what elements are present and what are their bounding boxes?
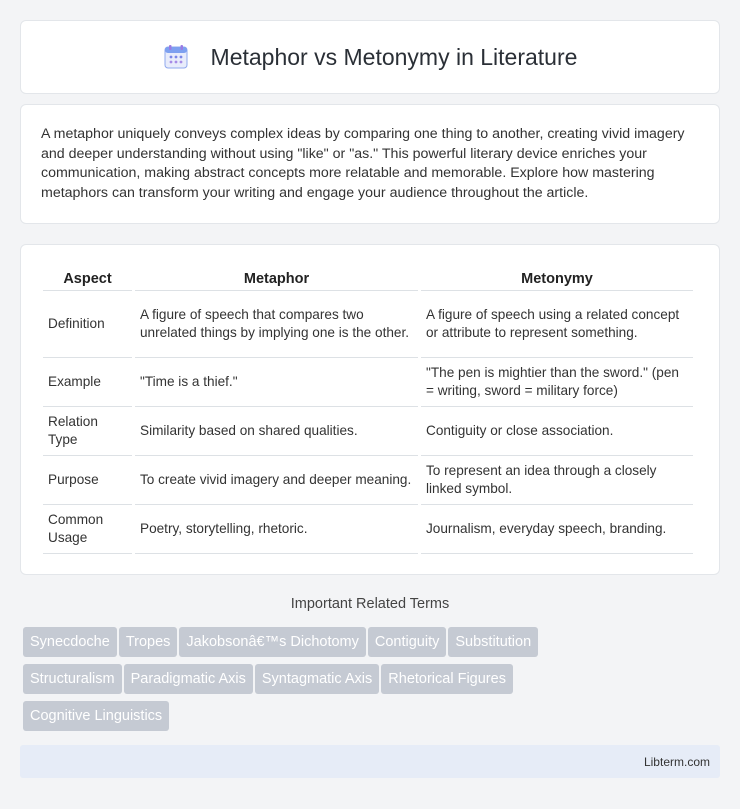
table-cell-metonymy: To represent an idea through a closely linked symbol. xyxy=(421,456,693,505)
related-term-tag[interactable]: Synecdoche xyxy=(23,627,117,657)
table-cell-metonymy: Contiguity or close association. xyxy=(421,407,693,456)
related-terms-heading: Important Related Terms xyxy=(290,596,450,612)
table-cell-metaphor: A figure of speech that compares two unrelated things by implying one is the other. xyxy=(135,291,418,358)
table-cell-metonymy: Journalism, everyday speech, branding. xyxy=(421,505,693,554)
footer xyxy=(20,745,720,778)
table-cell-aspect: Common Usage xyxy=(43,505,132,554)
table-row xyxy=(43,456,693,505)
table-row xyxy=(43,358,693,407)
related-term-tag[interactable]: Jakobsonâ€™s Dichotomy xyxy=(179,627,365,657)
related-term-tag[interactable]: Rhetorical Figures xyxy=(381,664,513,694)
table-cell-metaphor: Poetry, storytelling, rhetoric. xyxy=(135,505,418,554)
table-cell-aspect: Relation Type xyxy=(43,407,132,456)
comparison-table xyxy=(40,263,696,554)
related-terms-list xyxy=(23,627,723,738)
footer-site-link[interactable]: Libterm.com xyxy=(643,754,710,769)
intro-card xyxy=(20,104,720,224)
table-row xyxy=(43,407,693,456)
related-term-tag[interactable]: Tropes xyxy=(119,627,178,657)
table-cell-metaphor: Similarity based on shared qualities. xyxy=(135,407,418,456)
related-term-tag[interactable]: Paradigmatic Axis xyxy=(124,664,253,694)
table-cell-aspect: Example xyxy=(43,358,132,407)
related-term-tag[interactable]: Structuralism xyxy=(23,664,122,694)
related-term-tag[interactable]: Contiguity xyxy=(368,627,446,657)
header-card xyxy=(20,20,720,94)
table-cell-metonymy: A figure of speech using a related concept or attribute to represent something. xyxy=(421,291,693,358)
column-header-metaphor: Metaphor xyxy=(135,263,418,291)
page-title: Metaphor vs Metonymy in Literature xyxy=(210,43,578,70)
table-row xyxy=(43,291,693,358)
table-cell-metaphor: "Time is a thief." xyxy=(135,358,418,407)
table-row xyxy=(43,505,693,554)
table-cell-metonymy: "The pen is mightier than the sword." (pen = writing, sword = military force) xyxy=(421,358,693,407)
related-term-tag[interactable]: Substitution xyxy=(448,627,538,657)
table-cell-aspect: Purpose xyxy=(43,456,132,505)
column-header-aspect: Aspect xyxy=(43,263,132,291)
related-term-tag[interactable]: Cognitive Linguistics xyxy=(23,701,169,731)
table-cell-metaphor: To create vivid imagery and deeper meaning. xyxy=(135,456,418,505)
related-term-tag[interactable]: Syntagmatic Axis xyxy=(255,664,379,694)
calendar-icon xyxy=(163,44,189,70)
intro-text: A metaphor uniquely conveys complex ideas by comparing one thing to another, creating vivid imagery and deeper understanding without using "like" or "as." This powerful literary device enriches your communication, making abstract concepts more relatable and memorable. Explore how mastering metaphors can transform your writing and engage your audience throughout the article. xyxy=(41,126,685,201)
table-cell-aspect: Definition xyxy=(43,291,132,358)
column-header-metonymy: Metonymy xyxy=(421,263,693,291)
table-header-row xyxy=(43,263,693,291)
comparison-table-card xyxy=(20,244,720,575)
